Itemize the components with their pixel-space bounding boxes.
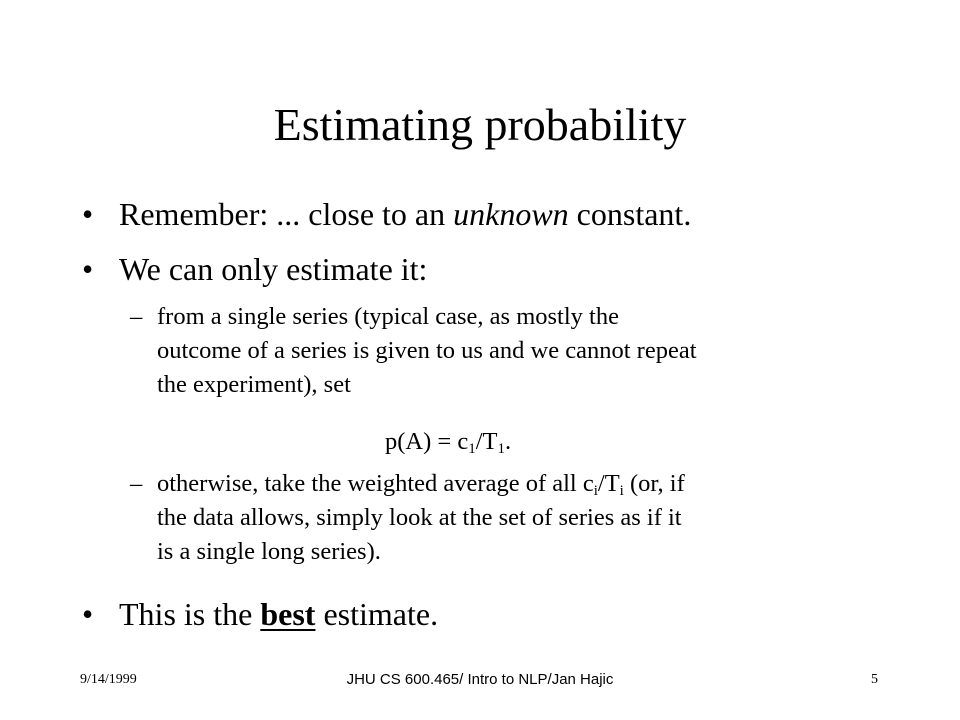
- bullet-icon: •: [82, 596, 94, 632]
- bullet-text: We can only estimate it:: [119, 251, 428, 287]
- subbullet-line: outcome of a series is given to us and we cannot repeat: [157, 337, 697, 364]
- subbullet-line: the data allows, simply look at the set of series as if it: [157, 504, 682, 531]
- subbullet-line: from a single series (typical case, as mostly the: [157, 303, 619, 330]
- bullet-text-suffix: constant.: [568, 196, 692, 232]
- footer-date: 9/14/1999: [80, 672, 137, 687]
- dash-icon: –: [130, 303, 143, 330]
- bullet-text-emphasis: best: [260, 596, 316, 632]
- probability-formula: $p(A) = c_1/T_1$.: [385, 428, 512, 457]
- bullet-icon: •: [82, 251, 94, 287]
- footer-course: JHU CS 600.465/ Intro to NLP/Jan Hajic: [346, 671, 614, 688]
- bullet-text-suffix: estimate.: [315, 596, 439, 632]
- bullet-text-italic: unknown: [453, 196, 569, 232]
- subbullet-line: the experiment), set: [157, 371, 351, 398]
- footer-page-number: 5: [871, 672, 878, 687]
- bullet-text-prefix: Remember: ... close to an: [119, 196, 454, 232]
- bullet-icon: •: [82, 196, 94, 232]
- bullet-text-prefix: This is the: [119, 596, 261, 632]
- subbullet-line: is a single long series).: [157, 538, 381, 565]
- slide-title: Estimating probability: [273, 99, 687, 150]
- dash-icon: –: [130, 470, 143, 497]
- subbullet-line: otherwise, take the weighted average of all $c_i/T_i$ (or, if: [157, 470, 685, 499]
